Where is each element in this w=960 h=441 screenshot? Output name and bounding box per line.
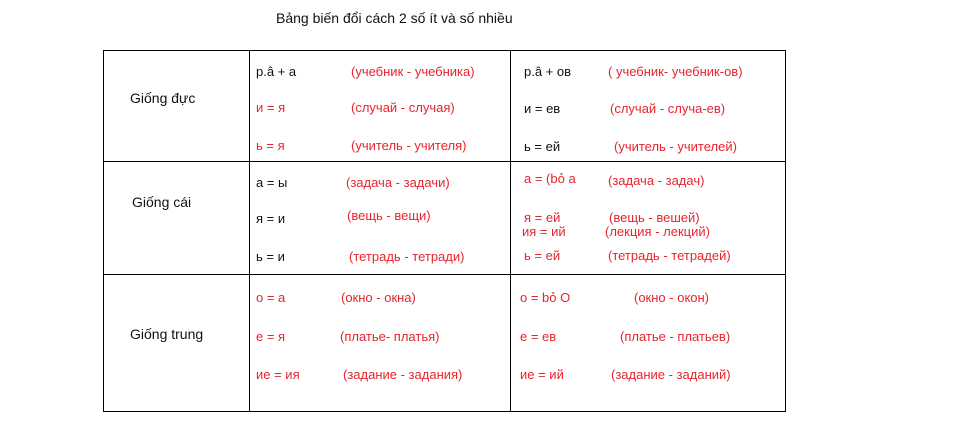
example-fem-plur-3: (лекция - лекций)	[605, 224, 710, 239]
rule-fem-plur-1: а = (bỏ а	[524, 171, 576, 186]
example-masc-plur-3: (учитель - учителей)	[614, 139, 737, 154]
example-fem-sing-1: (задача - задачи)	[346, 175, 450, 190]
rule-fem-sing-3: ь = и	[256, 249, 285, 264]
rule-masc-sing-1: р.â + а	[256, 64, 297, 79]
example-neut-plur-1: (окно - окон)	[634, 290, 710, 305]
example-masc-plur-2: (случай - случа-ев)	[610, 101, 726, 116]
example-fem-plur-1: (задача - задач)	[608, 173, 705, 188]
table-border-top	[103, 50, 786, 51]
example-fem-plur-4: (тетрадь - тетрадей)	[608, 248, 731, 263]
example-neut-sing-3: (задание - задания)	[343, 367, 463, 382]
example-neut-plur-2: (платье - платьев)	[620, 329, 731, 344]
example-neut-sing-1: (окно - окна)	[341, 290, 416, 305]
rule-neut-plur-1: о = bỏ О	[520, 290, 571, 305]
table-border-left	[103, 50, 104, 412]
example-masc-sing-1: (учебник - учебника)	[351, 64, 475, 79]
table-border-bottom	[103, 411, 786, 412]
example-fem-sing-2: (вещь - вещи)	[347, 208, 431, 223]
example-fem-sing-3: (тетрадь - тетради)	[349, 249, 465, 264]
column-divider-1	[249, 50, 250, 412]
table-border-right	[785, 50, 786, 412]
rule-fem-plur-2: я = ей	[524, 210, 561, 225]
rule-masc-sing-2: и = я	[256, 100, 286, 115]
example-masc-sing-3: (учитель - учителя)	[351, 138, 467, 153]
rule-neut-sing-3: ие = ия	[256, 367, 300, 382]
rule-neut-sing-2: е = я	[256, 329, 286, 344]
rule-fem-plur-3: ия = ий	[522, 224, 566, 239]
rule-fem-sing-2: я = и	[256, 211, 286, 226]
column-divider-2	[510, 50, 511, 412]
example-neut-sing-2: (платье- платья)	[340, 329, 440, 344]
example-neut-plur-3: (задание - заданий)	[611, 367, 731, 382]
rule-masc-plur-2: и = ев	[524, 101, 561, 116]
rule-fem-plur-4: ь = ей	[524, 248, 561, 263]
page-title: Bảng biến đổi cách 2 số ít và số nhiều	[276, 10, 513, 26]
rule-masc-plur-3: ь = ей	[524, 139, 561, 154]
example-fem-plur-2: (вещь - вешей)	[609, 210, 700, 225]
rule-masc-plur-1: р.â + ов	[524, 64, 572, 79]
example-masc-plur-1: ( учебник- учебник-ов)	[608, 64, 743, 79]
rule-masc-sing-3: ь = я	[256, 138, 285, 153]
gender-label-masculine: Giống đực	[130, 90, 196, 106]
rule-neut-sing-1: о = а	[256, 290, 286, 305]
row-divider-2	[103, 274, 786, 275]
rule-neut-plur-2: е = ев	[520, 329, 557, 344]
rule-neut-plur-3: ие = ий	[520, 367, 564, 382]
rule-fem-sing-1: а = ы	[256, 175, 288, 190]
row-divider-1	[103, 161, 786, 162]
example-masc-sing-2: (случай - случая)	[351, 100, 455, 115]
gender-label-feminine: Giống cái	[132, 194, 192, 210]
gender-label-neuter: Giống trung	[130, 326, 204, 342]
